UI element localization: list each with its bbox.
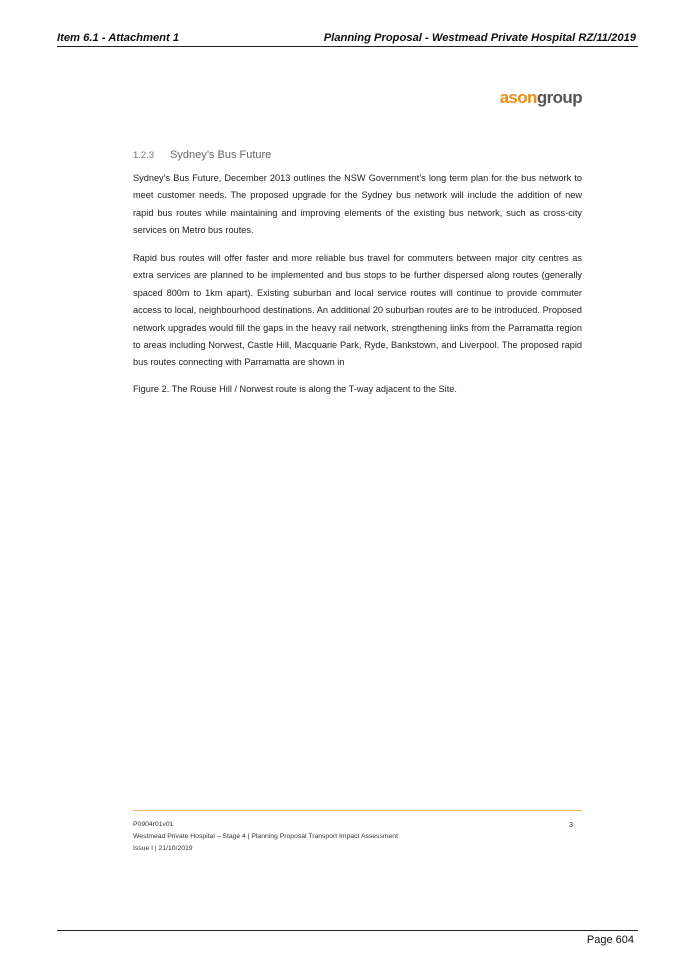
bottom-divider	[57, 930, 638, 931]
footer-project: Westmead Private Hospital – Stage 4 | Planning Proposal Transport Impact Assessment	[133, 833, 398, 840]
section-heading	[133, 149, 271, 161]
paragraph-intro: Sydney’s Bus Future, December 2013 outlines the NSW Government’s long term plan for the bus network to meet customer needs. The proposed upgrade for the Sydney bus network will include the addition of new rapid bus routes while maintaining and improving elements of the existing bus network, such as cross-city services on Metro bus routes.	[133, 173, 582, 236]
footer-divider	[133, 810, 582, 811]
logo-part-ason: ason	[499, 88, 537, 107]
paragraph-rapid-routes: Rapid bus routes will offer faster and more reliable bus travel for commuters between major city centres as extra services are planned to be implemented and bus stops to be further dispersed along routes (generally spaced 800m to 1km apart). Existing suburban and local service routes will continue to provide commuter access to local, neighbourhood destinations. An additional 20 suburban routes are to be introduced. Proposed network upgrades would fill the gaps in the heavy rail network, strengthening links from the Parramatta region to areas including Norwest, Castle Hill, Macquarie Park, Ryde, Bankstown, and Liverpool. The proposed rapid bus routes connecting with Parramatta are shown in	[133, 253, 582, 368]
ason-group-logo	[500, 88, 582, 108]
logo-part-group: group	[536, 88, 582, 107]
document-footer	[133, 819, 582, 855]
footer-issue: Issue I | 21/10/2019	[133, 845, 193, 852]
section-number: 1.2.3	[133, 150, 155, 161]
page-label: Page 604	[586, 934, 634, 946]
header-document-title: Planning Proposal - Westmead Private Hospital RZ/11/2019	[323, 32, 636, 44]
section-title: Sydney’s Bus Future	[170, 149, 272, 161]
footer-page-number: 3	[569, 820, 573, 829]
header-attachment-label: Item 6.1 - Attachment 1	[57, 32, 180, 44]
page-header	[57, 32, 638, 47]
paragraph-figure-reference: Figure 2. The Rouse Hill / Norwest route is along the T-way adjacent to the Site.	[133, 384, 457, 394]
footer-reference: P0904r01v01	[133, 821, 174, 828]
